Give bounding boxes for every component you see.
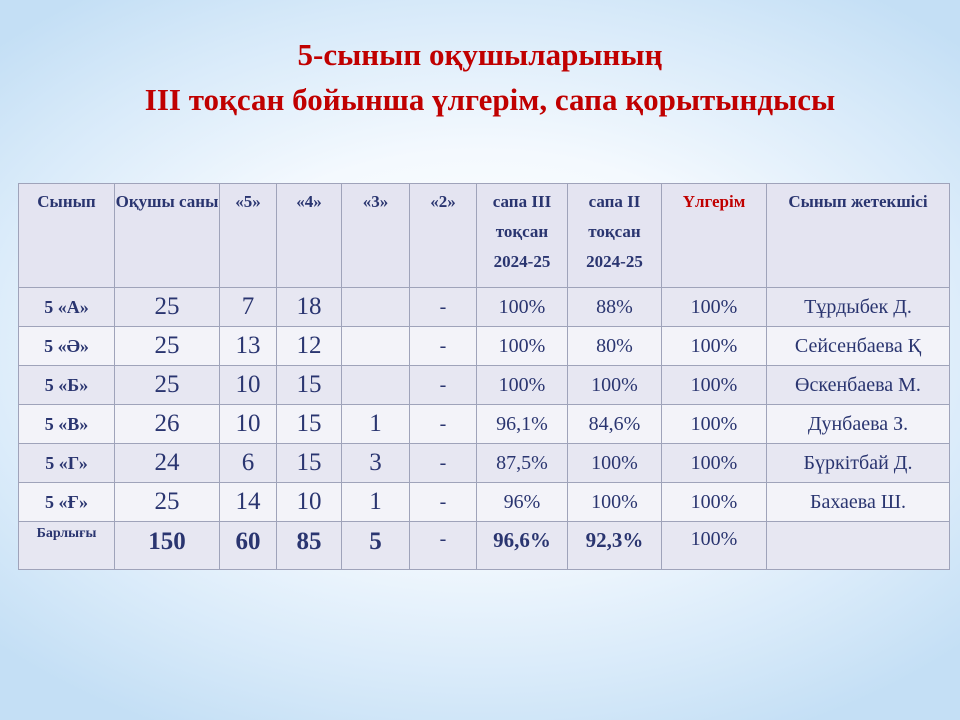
total-grade-2-cell: - (410, 522, 477, 570)
total-quality-q3-cell: 96,6% (477, 522, 568, 570)
grade-2-cell: - (410, 444, 477, 483)
total-progress-cell: 100% (662, 522, 767, 570)
table-row (19, 288, 950, 327)
table-row (19, 483, 950, 522)
column-header-quality-q2: сапа ІІ тоқсан 2024-25 (568, 184, 662, 288)
column-header-class: Сынып (19, 184, 115, 288)
column-header-quality-q3: сапа ІІІ тоқсан 2024-25 (477, 184, 568, 288)
progress-cell: 100% (662, 288, 767, 327)
quality-q2-cell: 84,6% (568, 405, 662, 444)
student-count-cell: 25 (115, 288, 220, 327)
table-row (19, 366, 950, 405)
grade-3-cell: 3 (342, 444, 410, 483)
table-header-row (19, 184, 950, 288)
column-header-grade-3: «3» (342, 184, 410, 288)
student-count-cell: 25 (115, 483, 220, 522)
quality-q2-cell: 100% (568, 483, 662, 522)
grade-3-cell (342, 366, 410, 405)
teacher-cell: Сейсенбаева Қ (767, 327, 950, 366)
grade-3-cell (342, 288, 410, 327)
quality-q3-cell: 96,1% (477, 405, 568, 444)
progress-cell: 100% (662, 405, 767, 444)
table-row (19, 444, 950, 483)
quality-q3-cell: 100% (477, 327, 568, 366)
table-row (19, 405, 950, 444)
student-count-cell: 25 (115, 327, 220, 366)
grade-3-cell (342, 327, 410, 366)
total-grade-4-cell: 85 (277, 522, 342, 570)
page-title-line-1: 5-сынып оқушыларының (297, 37, 663, 72)
total-student-count-cell: 150 (115, 522, 220, 570)
progress-cell: 100% (662, 483, 767, 522)
grade-2-cell: - (410, 288, 477, 327)
class-cell: 5 «В» (19, 405, 115, 444)
teacher-cell: Бахаева Ш. (767, 483, 950, 522)
progress-cell: 100% (662, 327, 767, 366)
table-total-row (19, 522, 950, 570)
student-count-cell: 24 (115, 444, 220, 483)
grade-4-cell: 15 (277, 405, 342, 444)
quality-q2-cell: 80% (568, 327, 662, 366)
teacher-cell: Бүркітбай Д. (767, 444, 950, 483)
total-label-cell: Барлығы (19, 522, 115, 570)
column-header-student-count: Оқушы саны (115, 184, 220, 288)
class-cell: 5 «А» (19, 288, 115, 327)
grade-5-cell: 7 (220, 288, 277, 327)
grade-2-cell: - (410, 483, 477, 522)
grade-2-cell: - (410, 405, 477, 444)
grade-5-cell: 6 (220, 444, 277, 483)
column-header-grade-5: «5» (220, 184, 277, 288)
grade-4-cell: 15 (277, 366, 342, 405)
progress-cell: 100% (662, 444, 767, 483)
quality-q3-cell: 100% (477, 288, 568, 327)
teacher-cell: Дунбаева З. (767, 405, 950, 444)
grade-4-cell: 15 (277, 444, 342, 483)
teacher-cell: Өскенбаева М. (767, 366, 950, 405)
total-grade-5-cell: 60 (220, 522, 277, 570)
grade-3-cell: 1 (342, 483, 410, 522)
total-teacher-cell (767, 522, 950, 570)
quality-q2-cell: 100% (568, 444, 662, 483)
student-count-cell: 25 (115, 366, 220, 405)
grade-2-cell: - (410, 327, 477, 366)
grade-4-cell: 10 (277, 483, 342, 522)
class-cell: 5 «Ә» (19, 327, 115, 366)
grades-table (18, 183, 950, 570)
grade-4-cell: 18 (277, 288, 342, 327)
column-header-progress: Үлгерім (662, 184, 767, 288)
quality-q3-cell: 96% (477, 483, 568, 522)
column-header-grade-4: «4» (277, 184, 342, 288)
class-cell: 5 «Г» (19, 444, 115, 483)
teacher-cell: Тұрдыбек Д. (767, 288, 950, 327)
progress-cell: 100% (662, 366, 767, 405)
grade-5-cell: 10 (220, 405, 277, 444)
class-cell: 5 «Б» (19, 366, 115, 405)
total-quality-q2-cell: 92,3% (568, 522, 662, 570)
student-count-cell: 26 (115, 405, 220, 444)
quality-q3-cell: 87,5% (477, 444, 568, 483)
page-title-line-2: ІІІ тоқсан бойынша үлгерім, сапа қорытындысы (144, 82, 836, 117)
total-grade-3-cell: 5 (342, 522, 410, 570)
grade-5-cell: 14 (220, 483, 277, 522)
grade-4-cell: 12 (277, 327, 342, 366)
class-cell: 5 «Ғ» (19, 483, 115, 522)
grade-3-cell: 1 (342, 405, 410, 444)
grade-5-cell: 13 (220, 327, 277, 366)
quality-q2-cell: 100% (568, 366, 662, 405)
grade-5-cell: 10 (220, 366, 277, 405)
column-header-grade-2: «2» (410, 184, 477, 288)
quality-q2-cell: 88% (568, 288, 662, 327)
quality-q3-cell: 100% (477, 366, 568, 405)
table-row (19, 327, 950, 366)
column-header-class-teacher: Сынып жетекшісі (767, 184, 950, 288)
grade-2-cell: - (410, 366, 477, 405)
